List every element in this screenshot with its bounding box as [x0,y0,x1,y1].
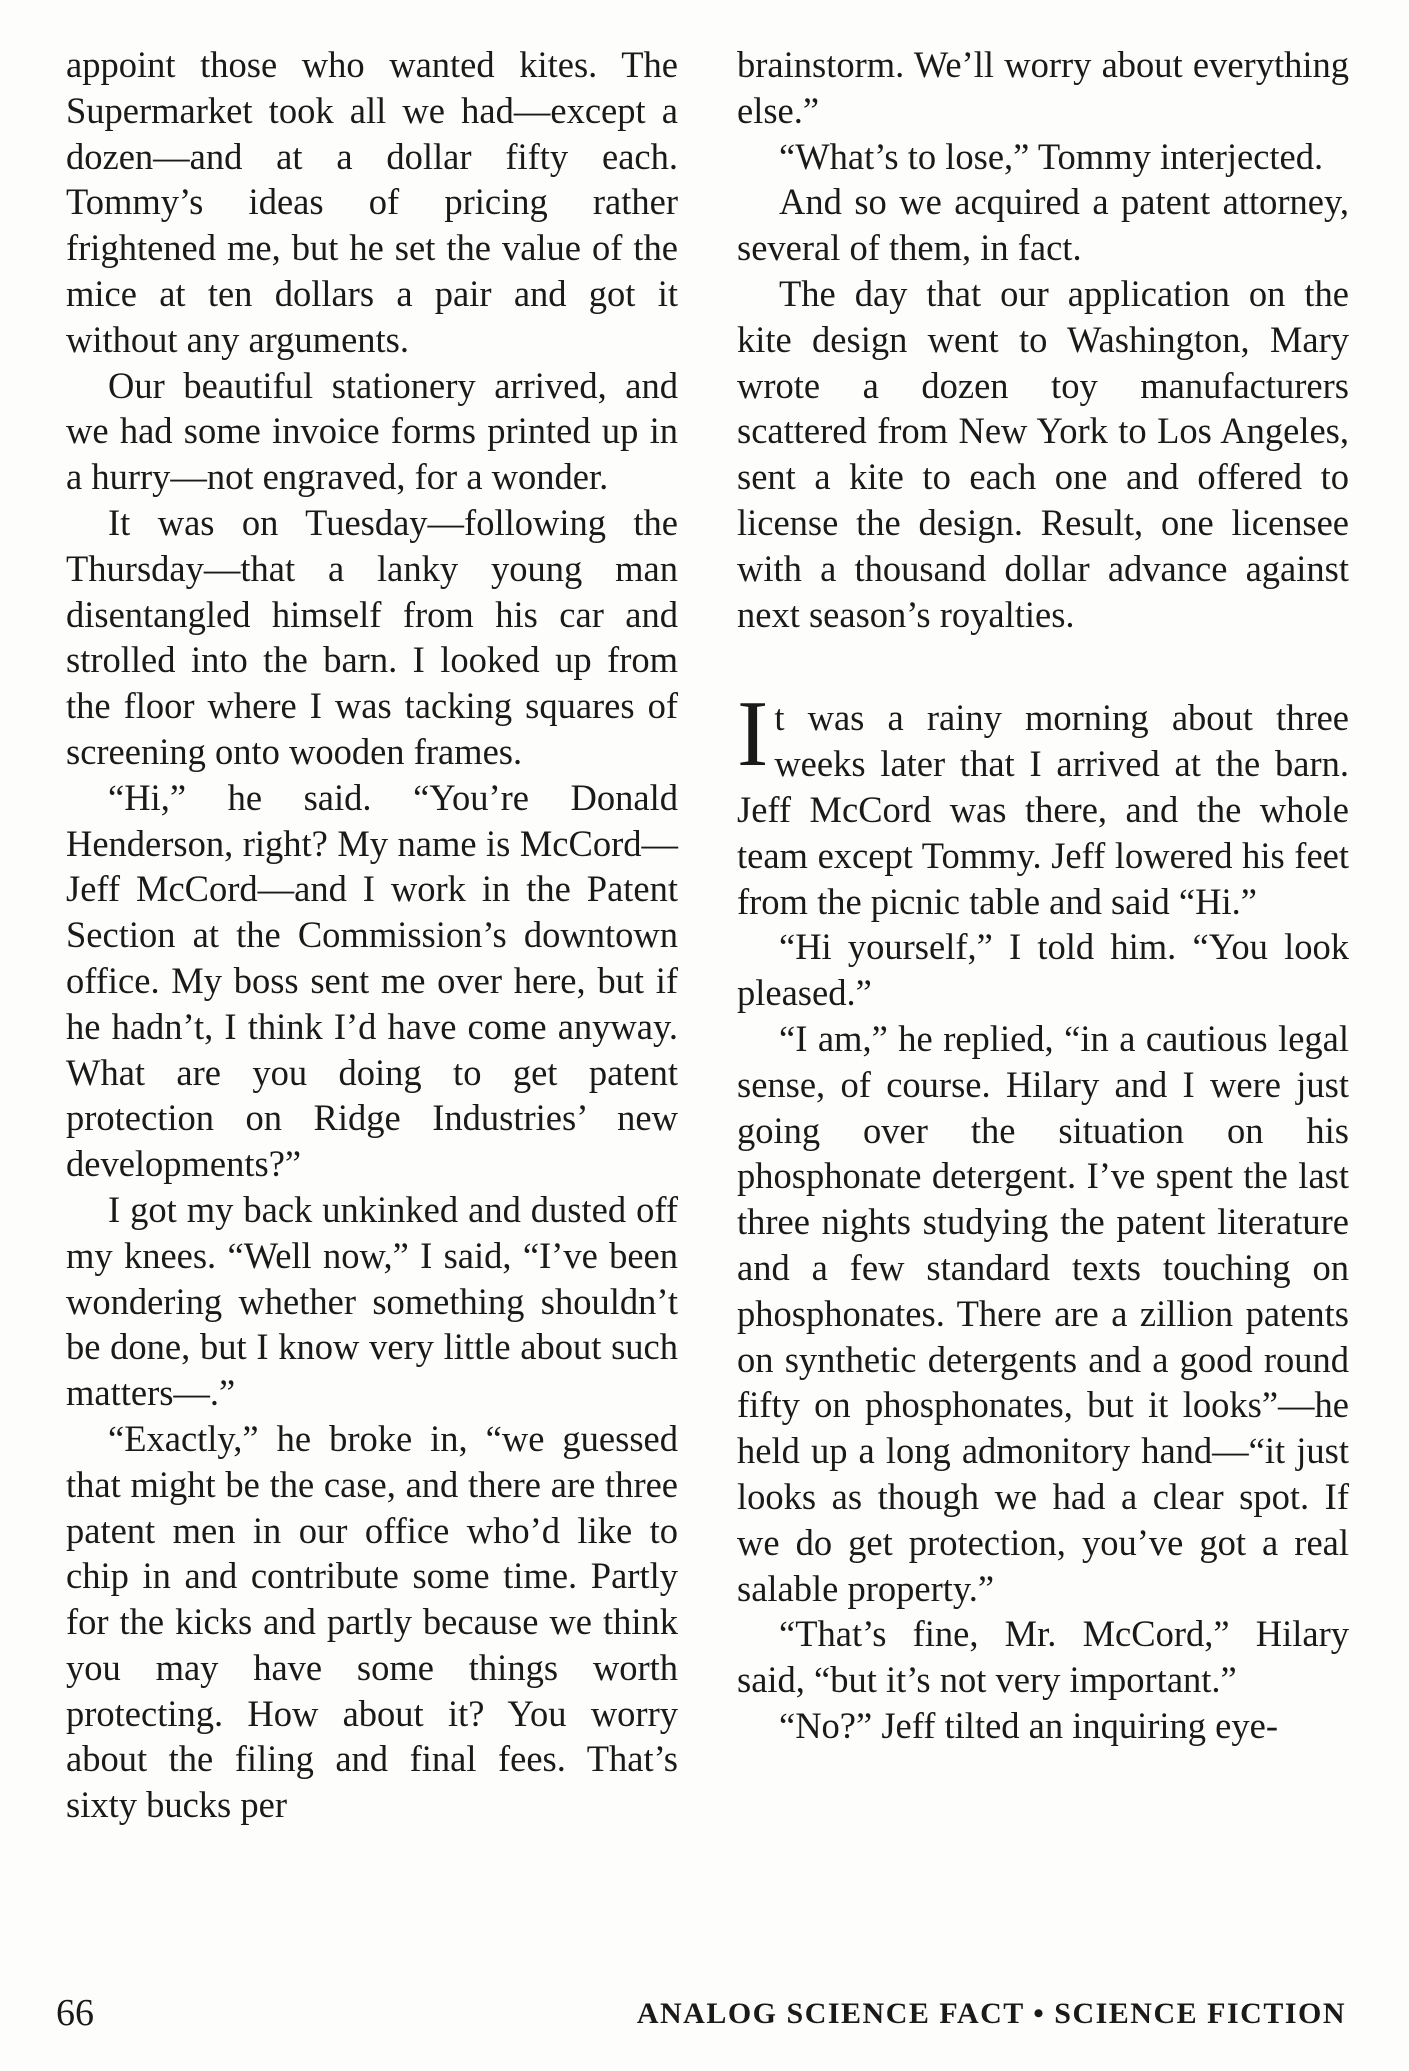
paragraph: appoint those who wanted kites. The Supermarket took all we had—except a dozen—and at a dollar fifty each. Tommy’s ideas of pricing rather frightened me, but he set the value of the mice at ten dollars a pair and got it without any arguments. [66,44,678,360]
left-column [66,42,678,1828]
section-opening-paragraph [737,682,1349,924]
paragraph: And so we acquired a patent attorney, several of them, in fact. [737,181,1349,269]
paragraph: Our beautiful stationery arrived, and we had some invoice forms printed up in a hurry—not engraved, for a wonder. [66,364,678,498]
paragraph: “Hi,” he said. “You’re Donald Henderson, right? My name is McCord—Jeff McCord—and I work in the Patent Section at the Commission’s downtown office. My boss sent me over here, but if he hadn’t, I think I’d have come anyway. What are you doing to get patent protection on Ridge Industries’ new developments?” [66,776,678,1185]
page-number: 66 [56,1992,94,2034]
drop-cap: I [737,682,769,787]
paragraph: “That’s fine, Mr. McCord,” Hilary said, “but it’s not very important.” [737,1613,1349,1701]
paragraph: “No?” Jeff tilted an inquiring eye- [779,1704,1278,1746]
paragraph: It was on Tuesday—following the Thursday—that a lanky young man disentangled himself from his car and strolled into the barn. I looked up from the floor where I was tacking squares of screening onto wooden frames. [66,501,678,772]
right-column [737,42,1349,1749]
paragraph: “Hi yourself,” I told him. “You look pleased.” [737,926,1349,1014]
paragraph: The day that our application on the kite design went to Washington, Mary wrote a dozen toy manufacturers scattered from New York to Los Angeles, sent a kite to each one and offered to license the design. Result, one licensee with a thousand dollar advance against next season’s royalties. [737,272,1349,635]
page-footer [56,1988,1346,2038]
paragraph: “I am,” he replied, “in a cautious legal sense, of course. Hilary and I were just going over the situation on his phosphonate detergent. I’ve spent the last three nights studying the patent literature and a few standard texts touching on phosphonates. There are a zillion patents on synthetic detergents and a good round fifty on phosphonates, but it looks”—he held up a long admonitory hand—“it just looks as though we had a clear spot. If we do get protection, you’ve got a real salable property.” [737,1017,1349,1609]
paragraph: “Exactly,” he broke in, “we guessed that might be the case, and there are three patent men in our office who’d like to chip in and contribute some time. Partly for the kicks and partly because we think you may have some things worth protecting. How about it? You worry about the filing and final fees. That’s sixty bucks per [66,1417,678,1826]
paragraph-text: t was a rainy morning about three weeks later that I arrived at the barn. Jeff McCord was there, and the whole team except Tommy. Jeff lowered his feet from the picnic table and said “Hi.” [737,697,1349,922]
paragraph: I got my back unkinked and dusted off my knees. “Well now,” I said, “I’ve been wondering whether something shouldn’t be done, but I know very little about such matters—.” [66,1188,678,1414]
paragraph: “What’s to lose,” Tommy interjected. [779,135,1324,177]
paragraph: brainstorm. We’ll worry about everything else.” [737,44,1349,131]
running-head: ANALOG SCIENCE FACT • SCIENCE FICTION [636,1997,1346,2030]
